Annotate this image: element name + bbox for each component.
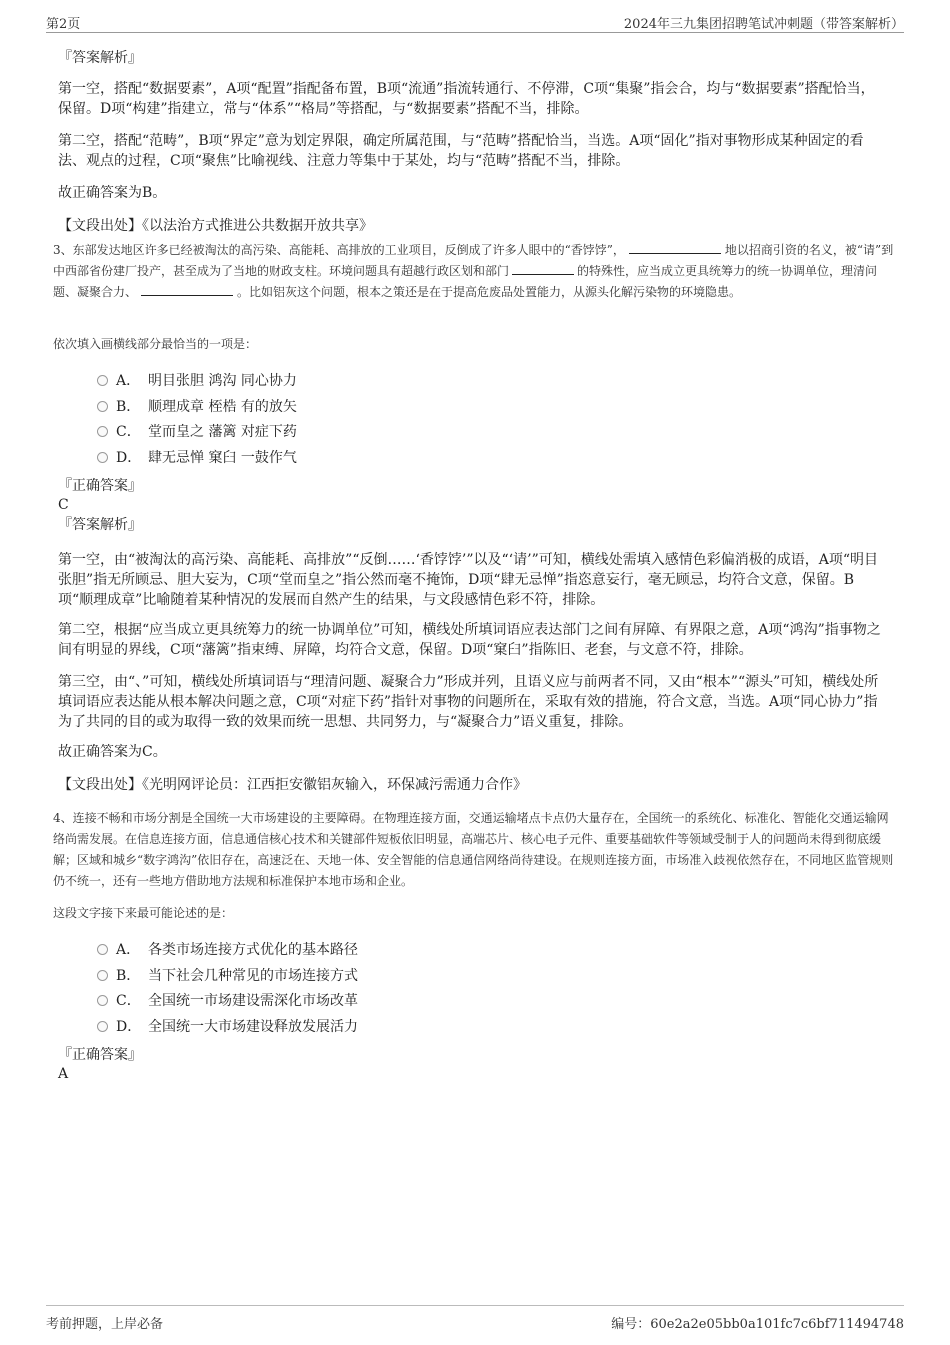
q4-option-c[interactable]: C． 全国统一市场建设需深化市场改革 (97, 991, 358, 1011)
q3-correct-answer: C (58, 497, 69, 513)
page-footer (46, 1305, 904, 1330)
radio-icon[interactable] (97, 944, 108, 955)
blank-2 (512, 261, 574, 275)
q3-question-text: 3、东部发达地区许多已经被淘汰的高污染、高能耗、高排放的工业项目，反倒成了许多人眼中的“香饽饽”， 地以招商引资的名义，被“请”到中西部省份建厂投产，甚至成为了当地的财政支柱。环境问题具有超越行政区划和部门 的特殊性，应当成立更具统筹力的统一协调单位，理清问题、凝聚合力、 。比如铝灰这个问题，根本之策还是在于提高危废品处置能力，从源头化解污染物的环境隐患。 (53, 240, 898, 303)
q4-lead: 这段文字接下来最可能论述的是： (53, 906, 234, 920)
radio-icon[interactable] (97, 375, 108, 386)
q4-option-b[interactable]: B． 当下社会几种常见的市场连接方式 (97, 966, 358, 986)
q4-question-text: 4、连接不畅和市场分割是全国统一大市场建设的主要障碍。在物理连接方面，交通运输堵点卡点仍大量存在，全国统一的系统化、标准化、智能化交通运输网络尚需发展。在信息连接方面，信息通信核心技术和关键部件短板依旧明显，高端芯片、核心电子元件、重要基础软件等领域受制于人的问题尚未得到彻底缓解；区域和城乡“数字鸿沟”依旧存在，高速泛在、天地一体、安全智能的信息通信网络尚待建设。在规则连接方面，市场准入歧视依然存在，不同地区监管规则仍不统一，还有一些地方借助地方法规和标准保护本地市场和企业。 (53, 811, 894, 888)
q2-source (58, 216, 373, 236)
source-label: 【文段出处】 (58, 777, 142, 793)
page-header (46, 10, 904, 33)
blank-1 (629, 240, 721, 254)
document-title: 2024年三九集团招聘笔试冲刺题（带答案解析） (623, 17, 904, 32)
correct-answer-label: 『正确答案』 (58, 1047, 142, 1063)
q3-option-b[interactable]: B． 顺理成章 桎梏 有的放矢 (97, 397, 297, 417)
footer-slogan: 考前押题，上岸必备 (46, 1317, 164, 1332)
q3-option-a[interactable]: A． 明目张胆 鸿沟 同心协力 (97, 371, 297, 391)
page-number: 第2页 (46, 17, 81, 32)
q3-conclusion: 故正确答案为C。 (58, 744, 167, 760)
q4-option-a[interactable]: A． 各类市场连接方式优化的基本路径 (97, 940, 358, 960)
analysis-label: 『答案解析』 (58, 517, 142, 533)
radio-icon[interactable] (97, 401, 108, 412)
analysis-label: 『答案解析』 (58, 50, 142, 66)
q2-conclusion: 故正确答案为B。 (58, 185, 167, 201)
q3-analysis-p2: 第二空，根据“应当成立更具统筹力的统一协调单位”可知，横线处所填词语应表达部门之间有屏障、有界限之意，A项“鸿沟”指事物之间有明显的界线，C项“藩篱”指束缚、屏障，均符合文意，保留。D项“窠臼”指陈旧、老套，与文意不符，排除。 (58, 622, 881, 658)
q3-analysis-p1: 第一空，由“被淘汰的高污染、高能耗、高排放”“反倒……‘香饽饽’”以及“‘请’”可知，横线处需填入感情色彩偏消极的成语，A项“明目张胆”指无所顾忌、胆大妄为，C项“堂而皇之”指公然而毫不掩饰，D项“肆无忌惮”指恣意妄行，毫无顾忌，均符合文意，保留。B项“顺理成章”比喻随着某种情况的发展而自然产生的结果，与文段感情色彩不符，排除。 (58, 552, 879, 608)
q3-option-d[interactable]: D． 肆无忌惮 窠臼 一鼓作气 (97, 448, 297, 468)
q3-source (58, 775, 527, 795)
q4-option-d[interactable]: D． 全国统一大市场建设释放发展活力 (97, 1017, 358, 1037)
q2-analysis-p2: 第二空，搭配“范畴”，B项“界定”意为划定界限，确定所属范围，与“范畴”搭配恰当，当选。A项“固化”指对事物形成某种固定的看法、观点的过程，C项“聚焦”比喻视线、注意力等集中于某处，均与“范畴”搭配不当，排除。 (58, 133, 864, 169)
q3-option-c[interactable]: C． 堂而皇之 藩篱 对症下药 (97, 422, 297, 442)
radio-icon[interactable] (97, 426, 108, 437)
source-title: 《光明网评论员：江西拒安徽铝灰输入，环保减污需通力合作》 (142, 777, 527, 793)
q3-lead: 依次填入画横线部分最恰当的一项是： (53, 337, 258, 351)
document-code: 编号：60e2a2e05bb0a101fc7c6bf711494748 (611, 1317, 904, 1332)
correct-answer-label: 『正确答案』 (58, 478, 142, 494)
radio-icon[interactable] (97, 1021, 108, 1032)
q2-analysis-p1: 第一空，搭配“数据要素”，A项“配置”指配备布置，B项“流通”指流转通行、不停滞，C项“集聚”指会合，均与“数据要素”搭配恰当，保留。D项“构建”指建立，常与“体系”“格局”等搭配，与“数据要素”搭配不当，排除。 (58, 81, 875, 117)
source-title: 《以法治方式推进公共数据开放共享》 (142, 218, 373, 234)
radio-icon[interactable] (97, 970, 108, 981)
blank-3 (141, 282, 233, 296)
radio-icon[interactable] (97, 452, 108, 463)
radio-icon[interactable] (97, 995, 108, 1006)
source-label: 【文段出处】 (58, 218, 142, 234)
q3-analysis-p3: 第三空，由“、”可知，横线处所填词语与“理清问题、凝聚合力”形成并列，且语义应与前两者不同，又由“根本”“源头”可知，横线处所填词语应表达能从根本解决问题之意，C项“对症下药”指针对事物的问题所在，采取有效的措施，符合文意，当选。A项“同心协力”指为了共同的目的或为取得一致的效果而统一思想、共同努力，与“凝聚合力”语义重复，排除。 (58, 674, 879, 730)
q4-correct-answer: A (58, 1066, 69, 1082)
